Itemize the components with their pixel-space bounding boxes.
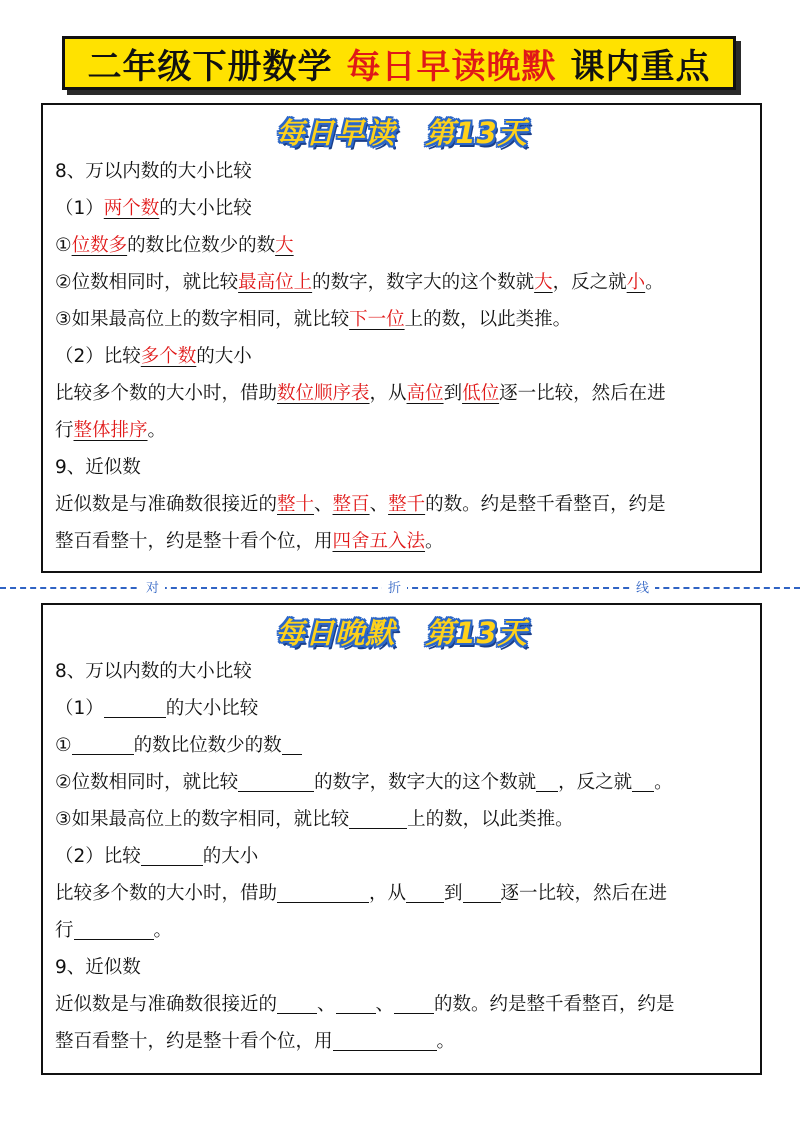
text-line xyxy=(55,764,750,801)
section-heading: 8、万以内数的大小比较 xyxy=(55,161,252,182)
answer: 整体排序 xyxy=(73,420,148,441)
text: 的大小比较 xyxy=(159,198,252,219)
answer: 整十 xyxy=(277,494,315,515)
text-line xyxy=(55,875,750,912)
text-line xyxy=(55,375,750,412)
text-line xyxy=(55,227,750,264)
text: 的数字，数字大的这个数就 xyxy=(312,272,535,293)
text: 、 xyxy=(317,994,336,1015)
text: 、 xyxy=(314,494,333,515)
blank[interactable] xyxy=(277,991,317,1014)
blank[interactable] xyxy=(282,732,302,755)
answer: 下一位 xyxy=(349,309,405,330)
section-heading: 9、近似数 xyxy=(55,957,141,978)
morning-reading-card xyxy=(41,103,762,573)
text: 。 xyxy=(153,920,173,941)
text: 的数字，数字大的这个数就 xyxy=(314,772,537,793)
answer: 低位 xyxy=(462,383,500,404)
blank[interactable] xyxy=(238,769,314,792)
title-highlight: 每日早读晚默 xyxy=(346,46,557,87)
text: 、 xyxy=(369,494,389,515)
text: 的数。约是整千看整百，约是 xyxy=(425,494,666,515)
text: 行 xyxy=(55,420,74,441)
text-line xyxy=(55,264,750,301)
answer: 两个数 xyxy=(103,198,160,219)
answer: 四舍五入法 xyxy=(332,531,426,552)
text: 整百看整十，约是整十看个位，用 xyxy=(55,1031,333,1052)
blank[interactable] xyxy=(463,880,501,903)
text-line xyxy=(55,523,750,560)
text-line xyxy=(55,449,750,486)
blank[interactable] xyxy=(277,880,369,903)
text-line xyxy=(55,727,750,764)
text: ，反之就 xyxy=(552,272,627,293)
text: ，反之就 xyxy=(558,772,633,793)
morning-card-title xyxy=(43,109,760,153)
blank[interactable] xyxy=(104,695,166,718)
answer: 位数多 xyxy=(71,235,128,256)
text-line xyxy=(55,190,750,227)
text-line xyxy=(55,653,750,690)
answer: 高位 xyxy=(406,383,444,404)
text: （2）比较 xyxy=(55,846,141,867)
text: 。 xyxy=(654,772,673,793)
text: 行 xyxy=(55,920,74,941)
text: 。 xyxy=(436,1031,456,1052)
text: 近似数是与准确数很接近的 xyxy=(55,994,278,1015)
fold-label: 线 xyxy=(630,577,655,596)
text: ③如果最高位上的数字相同，就比较 xyxy=(55,309,350,330)
text-line xyxy=(55,153,750,190)
text-line xyxy=(55,912,750,949)
evening-title-label: 每日晚默 xyxy=(275,615,396,650)
evening-title-day: 第13天 xyxy=(425,615,528,650)
fold-label: 折 xyxy=(382,577,407,596)
evening-content xyxy=(55,653,750,1060)
text-line xyxy=(55,838,750,875)
text: 比较多个数的大小时，借助 xyxy=(55,883,278,904)
text: （1） xyxy=(55,698,104,719)
blank[interactable] xyxy=(536,769,558,792)
text-line xyxy=(55,690,750,727)
text: ，从 xyxy=(369,383,407,404)
blank[interactable] xyxy=(394,991,434,1014)
title-grade: 二年级下册数学 xyxy=(87,46,333,87)
blank[interactable] xyxy=(406,880,444,903)
evening-card-title xyxy=(43,609,760,653)
text: 的大小 xyxy=(196,346,252,367)
text: 逐一比较，然后在进 xyxy=(499,383,666,404)
text: 到 xyxy=(444,883,463,904)
morning-content xyxy=(55,153,750,560)
text-line xyxy=(55,1023,750,1060)
text-line xyxy=(55,338,750,375)
blank[interactable] xyxy=(333,1028,437,1051)
section-heading: 8、万以内数的大小比较 xyxy=(55,661,252,682)
text: 的数。约是整千看整百，约是 xyxy=(434,994,675,1015)
text: 的数比位数少的数 xyxy=(127,235,276,256)
text-line xyxy=(55,949,750,986)
text: ③如果最高位上的数字相同，就比较 xyxy=(55,809,350,830)
text-line xyxy=(55,301,750,338)
answer: 大 xyxy=(534,272,553,293)
text: ②位数相同时，就比较 xyxy=(55,772,239,793)
text: （1） xyxy=(55,198,104,219)
blank[interactable] xyxy=(74,917,154,940)
title-topic: 课内重点 xyxy=(570,46,711,87)
text: ，从 xyxy=(369,883,407,904)
fold-label: 对 xyxy=(140,577,165,596)
text: 比较多个数的大小时，借助 xyxy=(55,383,278,404)
page-title-banner xyxy=(62,36,736,90)
morning-title-label: 每日早读 xyxy=(275,115,396,150)
blank[interactable] xyxy=(336,991,376,1014)
text: 的数比位数少的数 xyxy=(133,735,282,756)
text: 的大小比较 xyxy=(165,698,259,719)
blank[interactable] xyxy=(72,732,134,755)
answer: 最高位上 xyxy=(238,272,313,293)
text-line xyxy=(55,486,750,523)
text-line xyxy=(55,412,750,449)
text: 上的数，以此类推。 xyxy=(404,309,572,330)
text: 整百看整十，约是整十看个位，用 xyxy=(55,531,333,552)
answer: 大 xyxy=(275,235,294,256)
blank[interactable] xyxy=(349,806,407,829)
answer: 整百 xyxy=(332,494,370,515)
text: 到 xyxy=(443,383,463,404)
evening-dictation-card xyxy=(41,603,762,1075)
text-line xyxy=(55,801,750,838)
text: 。 xyxy=(645,272,664,293)
text: ① xyxy=(55,735,72,756)
answer: 数位顺序表 xyxy=(277,383,370,404)
text: 上的数，以此类推。 xyxy=(407,809,574,830)
text: ① xyxy=(55,235,72,256)
text: 。 xyxy=(147,420,167,441)
text: 。 xyxy=(425,531,444,552)
answer: 多个数 xyxy=(140,346,197,367)
answer: 整千 xyxy=(388,494,426,515)
text: ②位数相同时，就比较 xyxy=(55,272,239,293)
text: （2）比较 xyxy=(55,346,141,367)
text: 的大小 xyxy=(202,846,259,867)
blank[interactable] xyxy=(141,843,203,866)
blank[interactable] xyxy=(632,769,654,792)
text-line xyxy=(55,986,750,1023)
section-heading: 9、近似数 xyxy=(55,457,141,478)
text: 近似数是与准确数很接近的 xyxy=(55,494,278,515)
answer: 小 xyxy=(626,272,646,293)
text: 、 xyxy=(375,994,395,1015)
morning-title-day: 第13天 xyxy=(425,115,528,150)
text: 逐一比较，然后在进 xyxy=(500,883,668,904)
